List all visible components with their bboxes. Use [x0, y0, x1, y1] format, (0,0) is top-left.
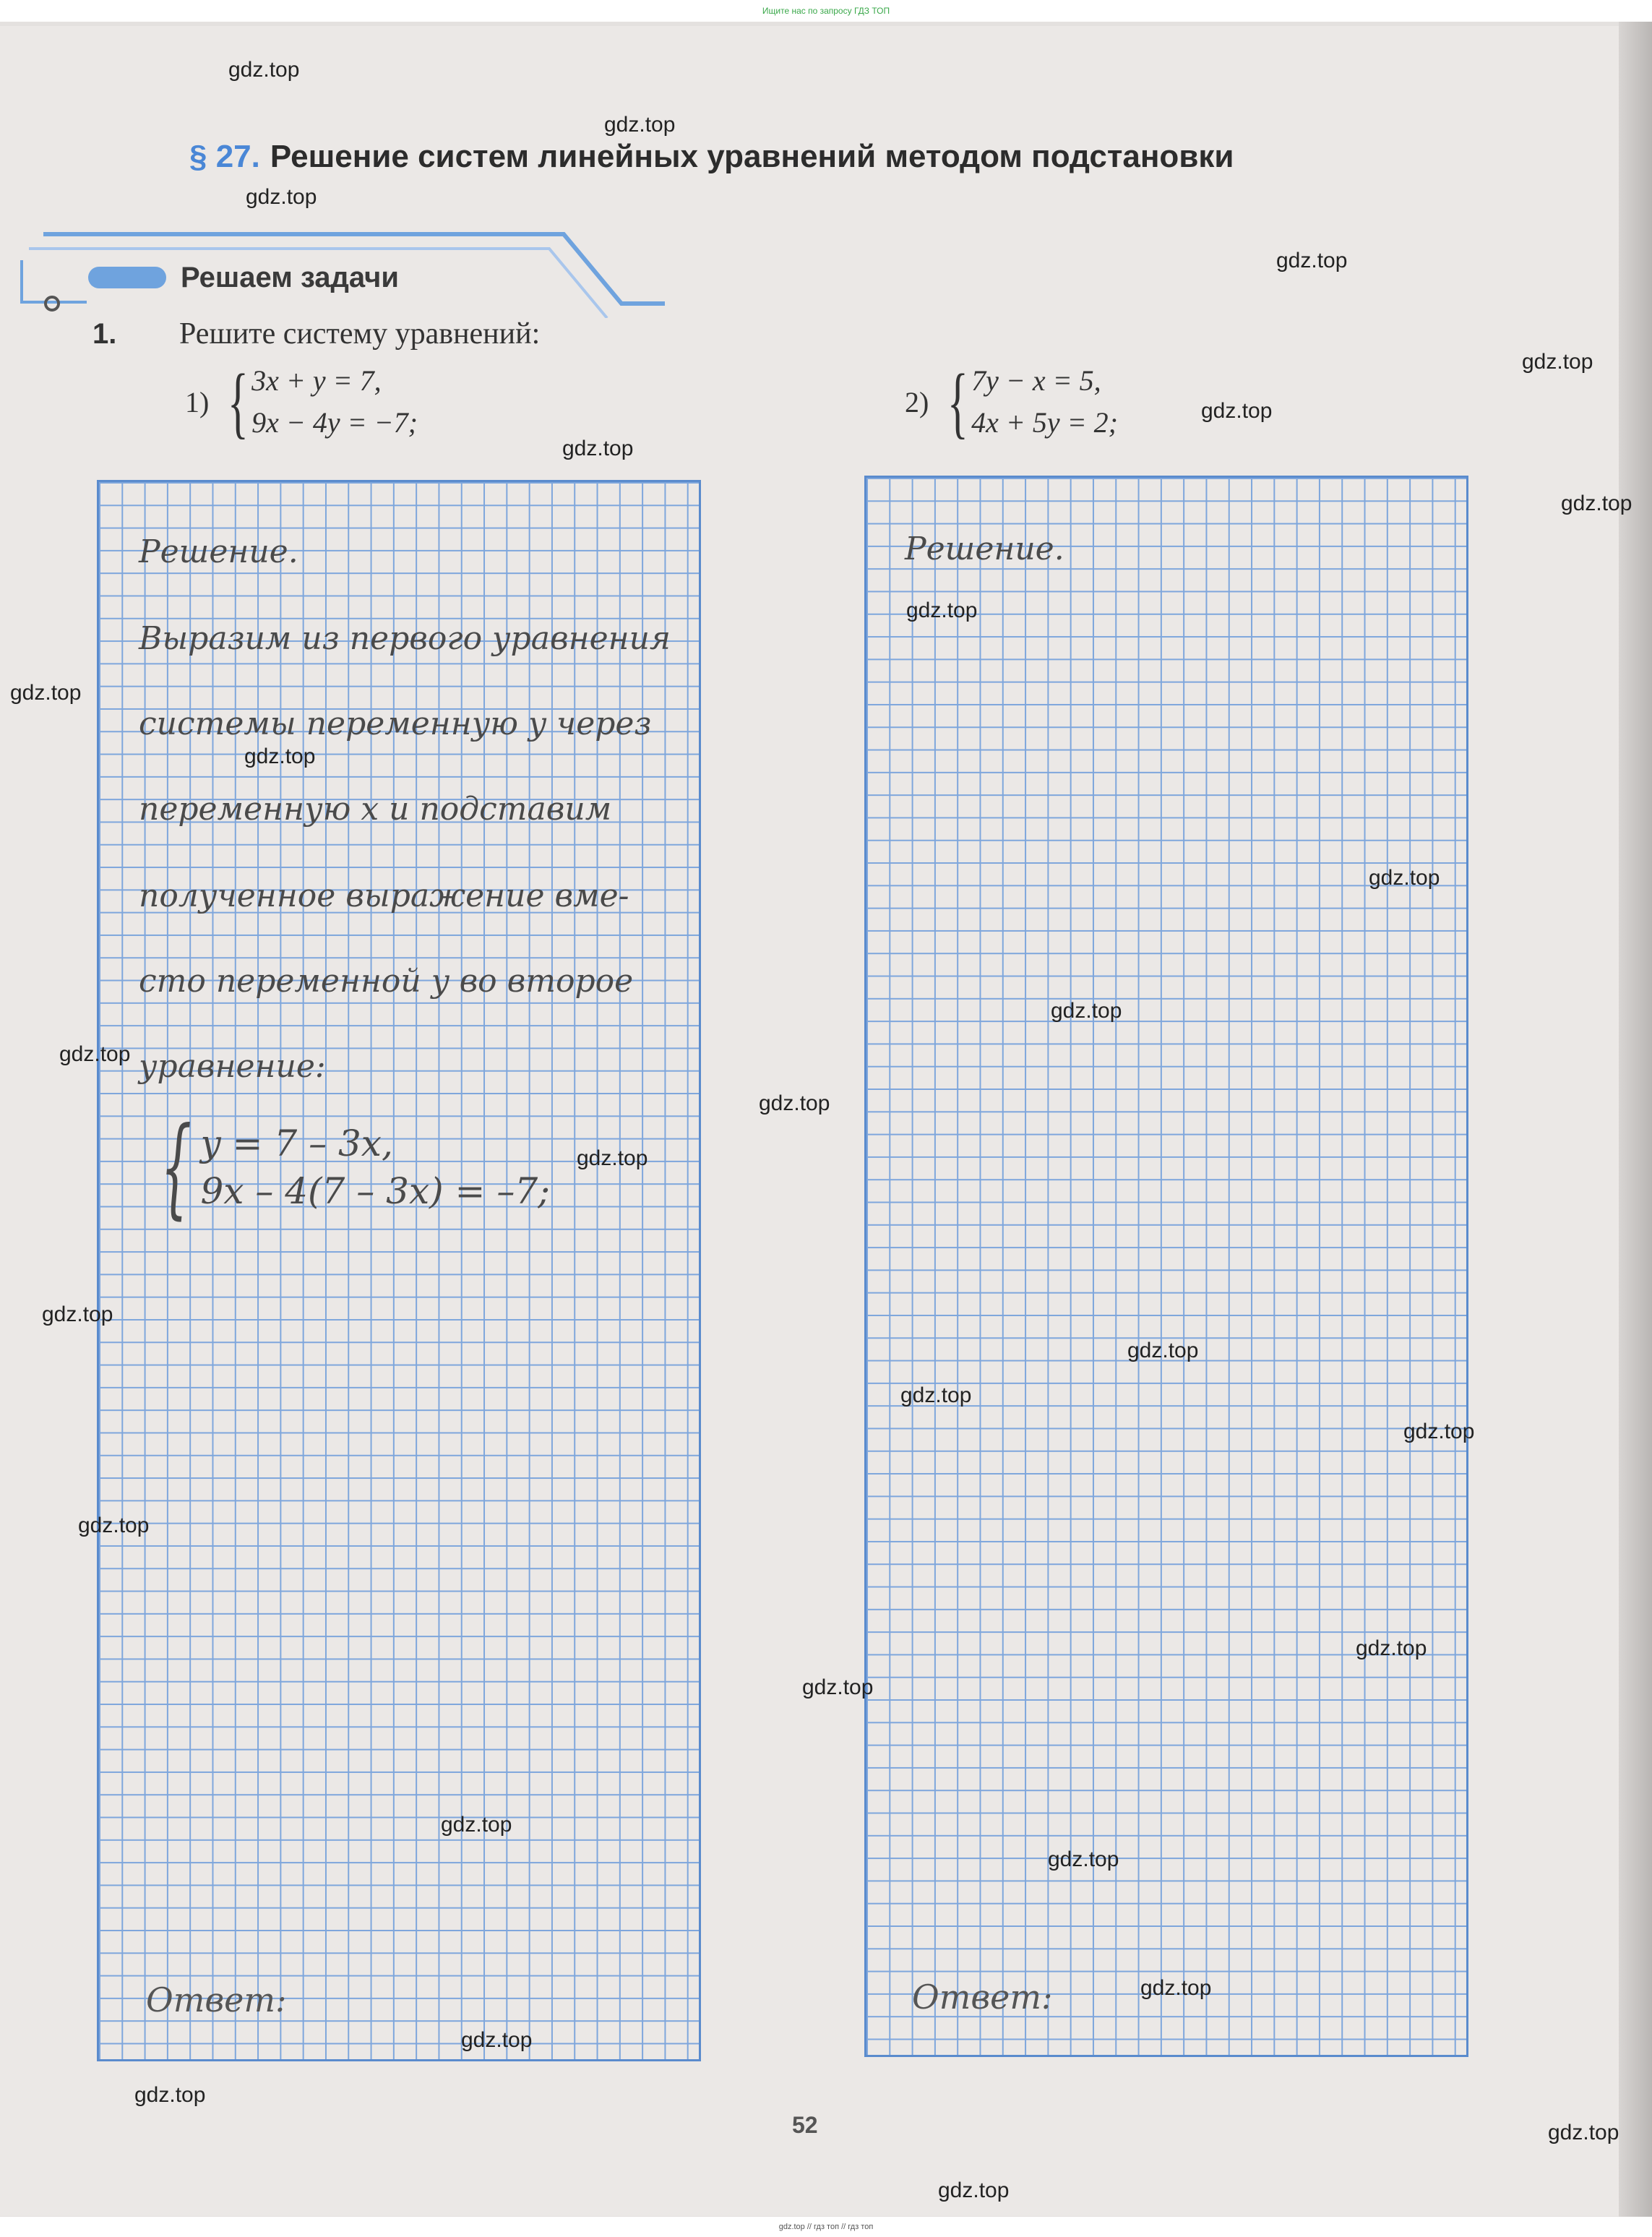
- watermark: gdz.top: [1356, 1636, 1427, 1660]
- equation-system-2: [905, 360, 1118, 444]
- watermark: gdz.top: [577, 1146, 648, 1170]
- watermark: gdz.top: [759, 1091, 830, 1115]
- watermark: gdz.top: [1127, 1339, 1199, 1362]
- system-1-equation-2: 9x − 4y = −7;: [251, 406, 418, 439]
- page-number: 52: [792, 2112, 818, 2138]
- answer-label-right: Ответ:: [912, 1978, 1053, 2017]
- solution-left-system: [142, 1104, 551, 1230]
- watermark: gdz.top: [1403, 1420, 1475, 1443]
- watermark: gdz.top: [900, 1383, 972, 1407]
- solution-left-line-5: сто переменной y во второе: [139, 963, 634, 1000]
- section-number: § 27.: [189, 139, 260, 174]
- watermark: gdz.top: [244, 744, 316, 768]
- watermark: gdz.top: [1048, 1847, 1119, 1871]
- watermark: gdz.top: [562, 437, 634, 460]
- tasks-pill-icon: [88, 267, 166, 288]
- system-2-equation-1: 7y − x = 5,: [971, 364, 1101, 397]
- solution-left-line-2: системы переменную y через: [139, 705, 652, 742]
- brace-icon: {: [947, 358, 969, 446]
- watermark: gdz.top: [134, 2083, 206, 2107]
- equation-system-1: [185, 360, 418, 444]
- watermark: gdz.top: [802, 1675, 874, 1699]
- bottom-banner[interactable]: gdz.top // гдз топ // гдз топ: [0, 2217, 1652, 2237]
- watermark: gdz.top: [604, 113, 676, 137]
- system-2-label: 2): [905, 385, 929, 418]
- watermark: gdz.top: [938, 2178, 1010, 2202]
- solution-system-equation-2: 9x – 4(7 – 3x) = –7;: [200, 1170, 551, 1212]
- tasks-header: [88, 257, 399, 298]
- system-1-label: 1): [185, 385, 210, 418]
- solution-left-line-4: полученное выражение вме-: [139, 877, 629, 914]
- solution-left-line-1: Выразим из первого уравнения: [139, 620, 671, 657]
- brace-icon: {: [160, 1104, 192, 1230]
- watermark: gdz.top: [1201, 399, 1273, 423]
- solution-grid-right[interactable]: [864, 476, 1468, 2057]
- watermark: gdz.top: [59, 1042, 131, 1066]
- watermark: gdz.top: [441, 1813, 512, 1837]
- watermark: gdz.top: [1051, 999, 1122, 1023]
- solution-right-heading: Решение.: [905, 531, 1064, 567]
- watermark: gdz.top: [1140, 1976, 1212, 2000]
- watermark: gdz.top: [78, 1513, 150, 1537]
- watermark: gdz.top: [906, 598, 978, 622]
- solution-left-line-3: переменную x и подставим: [139, 791, 612, 828]
- watermark: gdz.top: [461, 2028, 533, 2052]
- solution-left-heading: Решение.: [139, 533, 298, 570]
- system-2-equation-2: 4x + 5y = 2;: [971, 406, 1118, 439]
- page-edge-shadow: [1619, 0, 1652, 2237]
- solution-system-equation-1: y = 7 – 3x,: [200, 1122, 393, 1164]
- task-number: 1.: [93, 318, 117, 350]
- brace-icon: {: [228, 358, 249, 446]
- task-prompt: Решите систему уравнений:: [179, 317, 541, 351]
- watermark: gdz.top: [1561, 491, 1632, 515]
- watermark: gdz.top: [228, 58, 300, 82]
- watermark: gdz.top: [42, 1302, 113, 1326]
- watermark: gdz.top: [1522, 350, 1593, 374]
- section-title-text: Решение систем линейных уравнений методом подстановки: [270, 139, 1234, 174]
- watermark: gdz.top: [1548, 2121, 1619, 2144]
- tasks-header-text: Решаем задачи: [181, 261, 399, 293]
- solution-left-line-6: уравнение:: [139, 1048, 326, 1085]
- top-banner[interactable]: Ищите нас по запросу ГДЗ ТОП: [0, 0, 1652, 22]
- watermark: gdz.top: [10, 681, 82, 705]
- answer-label-left: Ответ:: [146, 1980, 287, 2019]
- system-1-equation-1: 3x + y = 7,: [251, 364, 382, 397]
- watermark: gdz.top: [246, 185, 317, 209]
- watermark: gdz.top: [1276, 249, 1348, 272]
- watermark: gdz.top: [1369, 866, 1440, 890]
- section-title: [189, 139, 1374, 175]
